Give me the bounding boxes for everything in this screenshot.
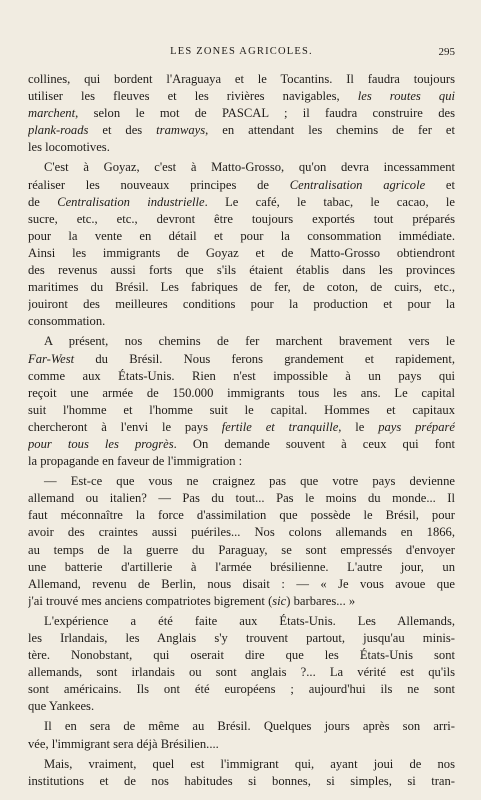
- text-line: la propagande en faveur de l'immigration :: [28, 454, 243, 469]
- text-line: Allemand, revenu de Berlin, nous disait : — « Je vous avoue que: [28, 576, 455, 591]
- text-line: A présent, nos chemins de fer marchent bravement vers le: [44, 334, 455, 349]
- text-line: consommation.: [28, 314, 106, 329]
- text-line: Far-West du Brésil. Nous ferons grandement et rapidement,: [28, 351, 455, 366]
- paragraph: [28, 718, 455, 752]
- text-line: de Centralisation industrielle. Le café, le tabac, le cacao, le: [28, 194, 455, 209]
- paragraph: [28, 473, 455, 610]
- text-line: L'expérience a été faite aux États-Unis. Les Allemands,: [44, 613, 455, 628]
- text-line: Ainsi les immigrants de Goyaz et de Matto-Grosso obtiendront: [28, 245, 455, 260]
- paragraph: [28, 756, 455, 790]
- text-line: une batterie d'artillerie à l'armée brésilienne. L'autre jour, un: [28, 559, 455, 574]
- text-line: collines, qui bordent l'Araguaya et le Tocantins. Il faudra toujours: [28, 72, 455, 86]
- paragraph: [28, 71, 455, 156]
- running-title: LES ZONES AGRICOLES.: [170, 46, 313, 57]
- text-line: au temps de la guerre du Paraguay, se sont empressés d'envoyer: [28, 542, 455, 557]
- page-number: 295: [438, 46, 455, 58]
- text-line: allemands, sont irlandais ou sont anglais ?... La vérité est qu'ils: [28, 665, 455, 680]
- text-line: plank-roads et des tramways, en attendant les chemins de fer et: [28, 123, 455, 138]
- text-line: pour tous les progrès. On demande souvent à ceux qui font: [28, 436, 455, 451]
- text-line: reçoit une armée de 150.000 immigrants tous les ans. Le capital: [28, 385, 455, 400]
- text-line: tère. Nonobstant, qui oserait dire que les États-Unis sont: [28, 648, 455, 663]
- text-line: Mais, vraiment, quel est l'immigrant qui, ayant joui de nos: [44, 756, 455, 771]
- paragraph: [28, 159, 455, 330]
- text-line: utiliser les fleuves et les rivières navigables, les routes qui: [28, 89, 455, 104]
- text-line: les Irlandais, les Anglais s'y trouvent partout, jusqu'au minis-: [28, 631, 455, 645]
- paragraph: [28, 613, 455, 716]
- text-line: des revenus aussi forts que s'ils étaient établis dans les provinces: [28, 263, 455, 278]
- text-line: maritimes du Brésil. Les fabriques de fer, de coton, de cuirs, etc.,: [28, 280, 455, 295]
- text-line: — Est-ce que vous ne craignez pas que votre pays devienne: [44, 474, 455, 489]
- text-line: avoir des craintes aussi puériles... Nos colons allemands en 1866,: [28, 525, 455, 540]
- page-header: [28, 46, 455, 62]
- text-line: Il en sera de même au Brésil. Quelques jours après son arri-: [44, 719, 455, 734]
- text-line: chercheront à l'envi le pays fertile et tranquille, le pays préparé: [28, 419, 455, 434]
- text-line: comme aux États-Unis. Rien n'est impossible à un pays qui: [28, 368, 455, 383]
- text-line: vée, l'immigrant sera déjà Brésilien....: [28, 736, 219, 751]
- text-line: C'est à Goyaz, c'est à Matto-Grosso, qu'on devra incessamment: [44, 160, 455, 175]
- text-line: institutions et de nos habitudes si bonnes, si simples, si tran-: [28, 773, 455, 788]
- text-line: réaliser les nouveaux principes de Centralisation agricole et: [28, 177, 455, 192]
- text-line: j'ai trouvé mes anciens compatriotes bigrement (sic) barbares... »: [28, 593, 356, 608]
- text-line: sont américains. Ils ont été européens ; aujourd'hui ils ne sont: [28, 682, 455, 697]
- text-line: faut méconnaître la force d'assimilation que possède le Brésil, pour: [28, 508, 455, 523]
- text-line: sucre, etc., etc., devront être toujours exportés tout préparés: [28, 211, 455, 226]
- text-line: suit l'homme et l'homme suit le capital. Hommes et capitaux: [28, 402, 455, 417]
- text-line: allemand ou italien? — Pas du tout... Pas le moins du monde... Il: [28, 491, 455, 506]
- paragraph: [28, 333, 455, 470]
- text-line: pour la vente en détail et pour la consommation immédiate.: [28, 228, 455, 243]
- text-line: les locomotives.: [28, 140, 110, 155]
- text-line: marchent, selon le mot de PASCAL ; il faudra construire des: [28, 106, 455, 121]
- text-line: que Yankees.: [28, 699, 95, 714]
- body-text: [28, 71, 455, 790]
- text-line: jouiront des meilleures conditions pour la production et pour la: [28, 297, 455, 312]
